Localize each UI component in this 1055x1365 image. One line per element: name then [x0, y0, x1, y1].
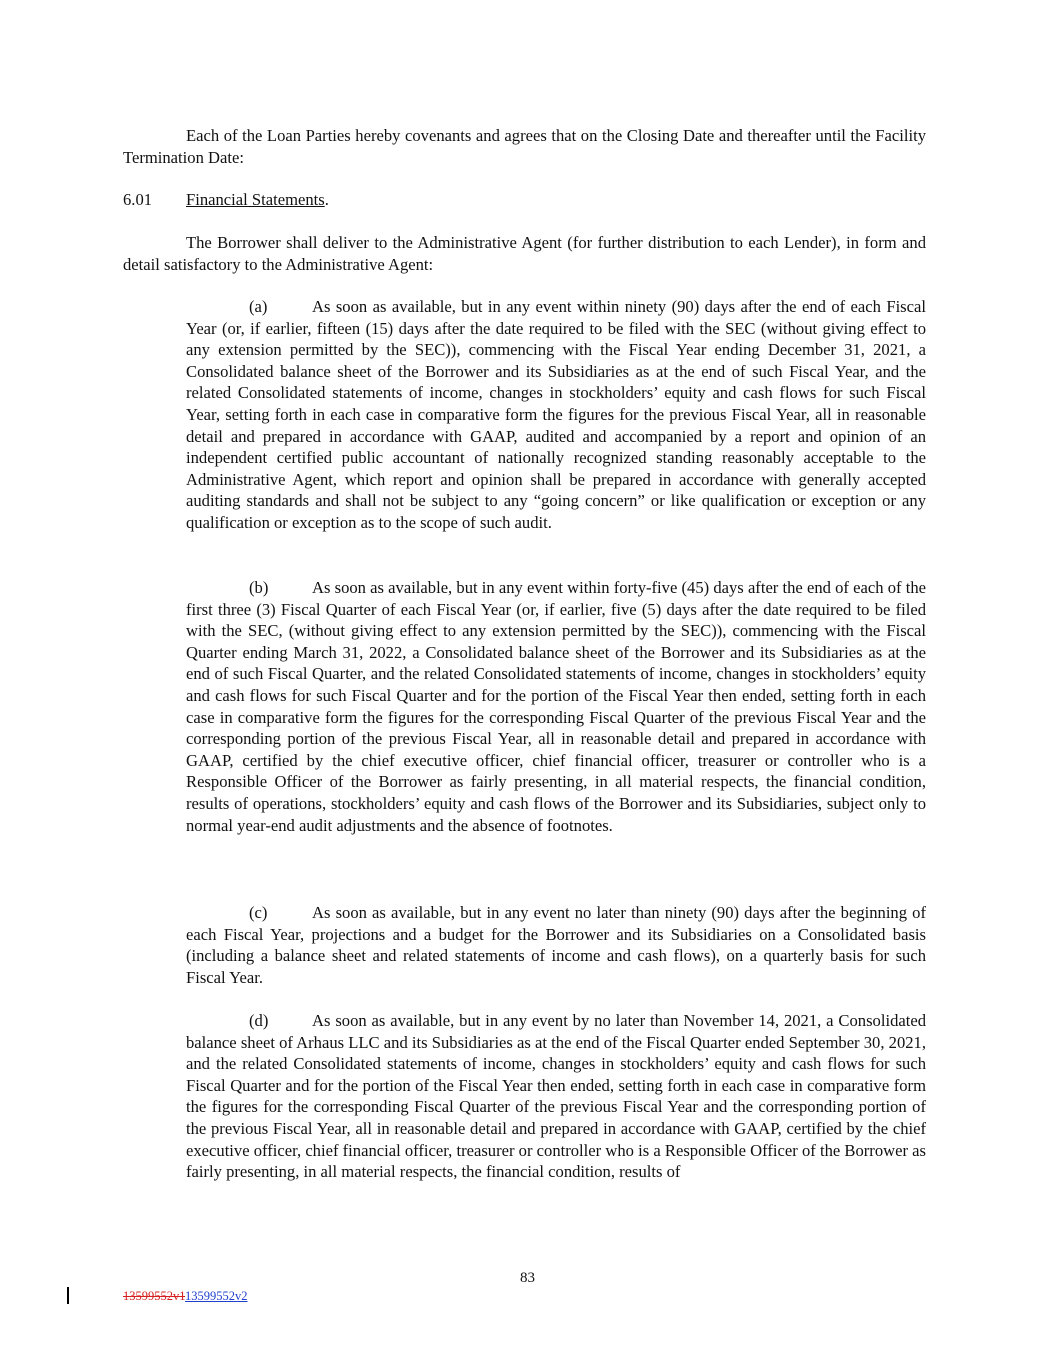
clause-text: As soon as available, but in any event within ninety (90) days after the end of each Fiscal Year (or, if earlier, fifteen (15) days after the date required to be filed with the SEC (without giving effect to any extension permitted by the SEC)), commencing with the Fiscal Year ending December 31, 2021, a Consolidated balance sheet of the Borrower and its Subsidiaries as at the end of such Fiscal Year, and the related Consolidated statements of income, changes in stockholders’ equity and cash flows for such Fiscal Year, setting forth in each case in comparative form the figures for the previous Fiscal Year, all in reasonable detail and prepared in accordance with GAAP, audited and accompanied by a report and opinion of an independent certified public accountant of nationally recognized standing reasonably acceptable to the Administrative Agent, which report and opinion shall be prepared in accordance with generally accepted auditing standards and shall not be subject to any “going concern” or like qualification or exception or any qualification or exception as to the scope of such audit. [186, 297, 926, 532]
clause-text: As soon as available, but in any event within forty-five (45) days after the end of each of the first three (3) Fiscal Quarter of each Fiscal Year (or, if earlier, five (5) days after the date required to be filed with the SEC, (without giving effect to any extension permitted by the SEC)), commencing with the Fiscal Quarter ending March 31, 2022, a Consolidated balance sheet of the Borrower and its Subsidiaries as at the end of such Fiscal Quarter, and the related Consolidated statements of income, changes in stockholders’ equity and cash flows for such Fiscal Quarter and for the portion of the Fiscal Year then ended, setting forth in each case in comparative form the figures for the corresponding Fiscal Quarter of the previous Fiscal Year and the corresponding portion of the previous Fiscal Year, all in reasonable detail and prepared in accordance with GAAP, certified by the chief executive officer, chief financial officer, treasurer or controller who is a Responsible Officer of the Borrower as fairly presenting, in all material respects, the financial condition, results of operations, stockholders’ equity and cash flows of the Borrower and its Subsidiaries, subject only to normal year-end audit adjustments and the absence of footnotes. [186, 578, 926, 835]
document-id-deleted: 13599552v1 [123, 1289, 186, 1303]
document-id [123, 1289, 248, 1304]
clause-label: (d) [249, 1011, 269, 1030]
section-heading [123, 189, 329, 211]
clause-c [186, 902, 926, 988]
clause-text: As soon as available, but in any event no later than ninety (90) days after the beginning of each Fiscal Year, projections and a budget for the Borrower and its Subsidiaries on a Consolidated basis (including a balance sheet and related statements of income and cash flows), on a quarterly basis for such Fiscal Year. [186, 903, 926, 987]
clause-label: (a) [249, 297, 268, 316]
clause-label: (b) [249, 578, 269, 597]
clause-label: (c) [249, 903, 268, 922]
clause-a [186, 296, 926, 534]
revision-change-bar [67, 1287, 69, 1304]
section-number: 6.01 [123, 190, 153, 209]
document-id-inserted: 13599552v2 [185, 1289, 248, 1303]
page-number: 83 [520, 1270, 535, 1286]
intro-paragraph: Each of the Loan Parties hereby covenants and agrees that on the Closing Date and thereafter until the Facility Termination Date: [123, 126, 926, 167]
clause-d [186, 1010, 926, 1183]
section-title-punct: . [324, 190, 329, 209]
section-title: Financial Statements [186, 190, 325, 209]
lead-paragraph: The Borrower shall deliver to the Administrative Agent (for further distribution to each Lender), in form and detail satisfactory to the Administrative Agent: [123, 233, 926, 274]
clause-text: As soon as available, but in any event by no later than November 14, 2021, a Consolidated balance sheet of Arhaus LLC and its Subsidiaries as at the end of the Fiscal Quarter ended September 30, 2021, and the related Consolidated statements of income, changes in stockholders’ equity and cash flows for such Fiscal Quarter and for the portion of the Fiscal Year then ended, setting forth in each case in comparative form the figures for the corresponding Fiscal Quarter of the previous Fiscal Year and the corresponding portion of the previous Fiscal Year, all in reasonable detail and prepared in accordance with GAAP, certified by the chief executive officer, chief financial officer, treasurer or controller who is a Responsible Officer of the Borrower as fairly presenting, in all material respects, the financial condition, results of [186, 1011, 926, 1182]
clause-b [186, 577, 926, 836]
